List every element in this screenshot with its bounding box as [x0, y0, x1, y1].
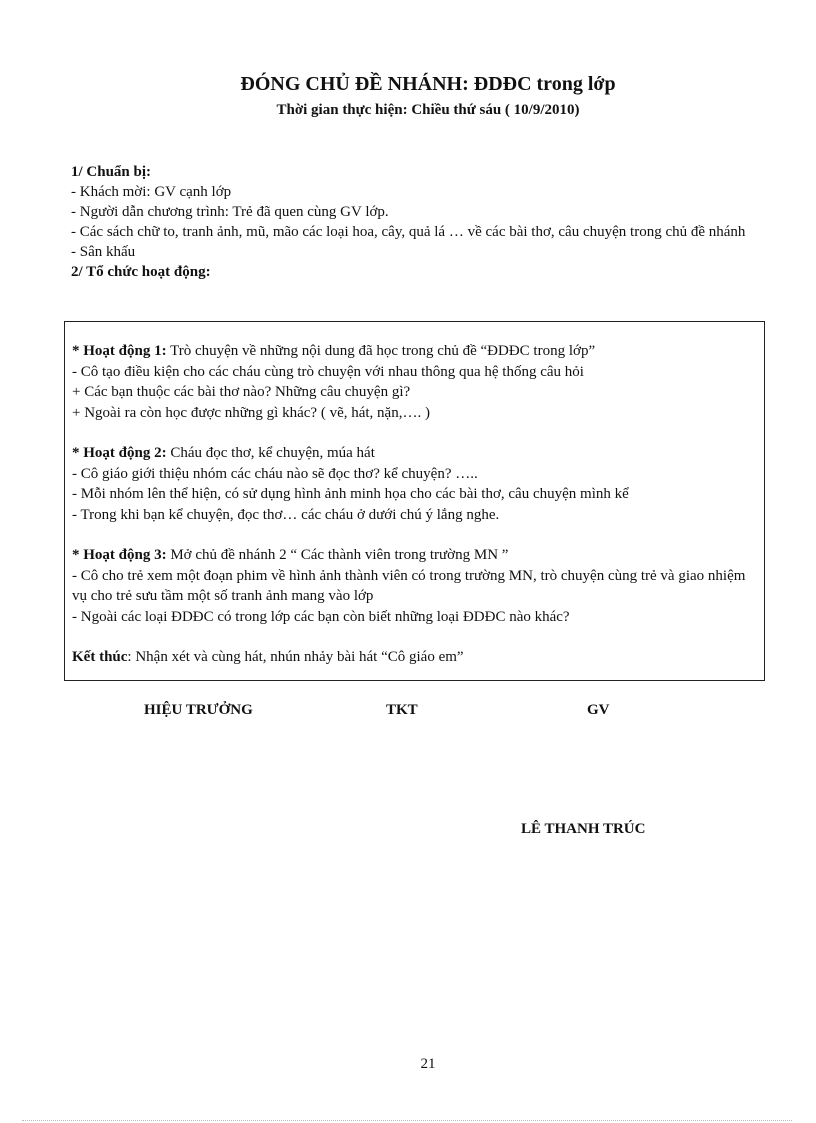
activity-item: - Trong khi bạn kể chuyện, đọc thơ… các cháu ở dưới chú ý lắng nghe.: [72, 506, 500, 523]
tkt-signature-label: TKT: [386, 702, 418, 718]
document-subtitle: Thời gian thực hiện: Chiều thứ sáu ( 10/9/2010): [276, 102, 580, 118]
principal-signature-label: HIỆU TRƯỞNG: [144, 702, 253, 718]
activity-1-label: * Hoạt động 1:: [72, 343, 167, 359]
activities-content: [72, 341, 762, 668]
activity-1-heading: [72, 341, 762, 362]
activity-2-label: * Hoạt động 2:: [72, 445, 167, 461]
preparation-item: - Sân khấu: [71, 244, 136, 260]
preparation-item: - Người dẫn chương trình: Trẻ đã quen cùng GV lớp.: [71, 204, 389, 220]
activity-1-text: Trò chuyện về những nội dung đã học trong chủ đề “ĐDĐC trong lớp”: [166, 343, 596, 359]
ending-label: Kết thúc: [72, 649, 128, 665]
ending-line: [72, 647, 762, 668]
page-number: 21: [420, 1056, 436, 1072]
activity-2-heading: [72, 443, 762, 464]
preparation-section: [71, 162, 781, 282]
activity-item: - Cô giáo giới thiệu nhóm các cháu nào sẽ đọc thơ? kể chuyện? …..: [72, 465, 478, 482]
activity-3-heading: [72, 545, 762, 566]
page-bottom-divider: [22, 1120, 792, 1121]
activity-item: - Ngoài các loại ĐDĐC có trong lớp các bạn còn biết những loại ĐDĐC nào khác?: [72, 608, 570, 625]
preparation-heading: 1/ Chuẩn bị:: [71, 164, 152, 180]
ending-text: : Nhận xét và cùng hát, nhún nhảy bài hát “Cô giáo em”: [127, 649, 464, 665]
gv-signature-label: GV: [587, 702, 610, 718]
activity-3-label: * Hoạt động 3:: [72, 547, 167, 563]
activity-item: - Cô cho trẻ xem một đoạn phim về hình ảnh thành viên có trong trường MN, trò chuyện cùng trẻ và giao nhiệm vụ cho trẻ sưu tầm một số tranh ảnh mang vào lớp: [72, 567, 746, 604]
preparation-item: - Các sách chữ to, tranh ảnh, mũ, mão các loại hoa, cây, quả lá … về các bài thơ, câu chuyện trong chủ đề nhánh: [71, 224, 746, 240]
activity-item: - Mỗi nhóm lên thể hiện, có sử dụng hình ảnh minh họa cho các bài thơ, câu chuyện mình kể: [72, 486, 629, 502]
organize-heading: 2/ Tổ chức hoạt động:: [71, 264, 211, 280]
activity-3-text: Mở chủ đề nhánh 2 “ Các thành viên trong trường MN ”: [166, 547, 509, 563]
preparation-item: - Khách mời: GV cạnh lớp: [71, 184, 232, 200]
activity-item: + Ngoài ra còn học được những gì khác? ( vẽ, hát, nặn,…. ): [72, 404, 430, 421]
activity-2-text: Cháu đọc thơ, kể chuyện, múa hát: [166, 445, 375, 461]
activity-item: + Các bạn thuộc các bài thơ nào? Những câu chuyện gì?: [72, 384, 411, 400]
activity-item: - Cô tạo điều kiện cho các cháu cùng trò chuyện với nhau thông qua hệ thống câu hỏi: [72, 363, 584, 380]
document-title: ĐÓNG CHỦ ĐỀ NHÁNH: ĐDĐC trong lớp: [240, 73, 616, 95]
teacher-name: LÊ THANH TRÚC: [521, 821, 646, 837]
activities-box: [64, 321, 765, 681]
